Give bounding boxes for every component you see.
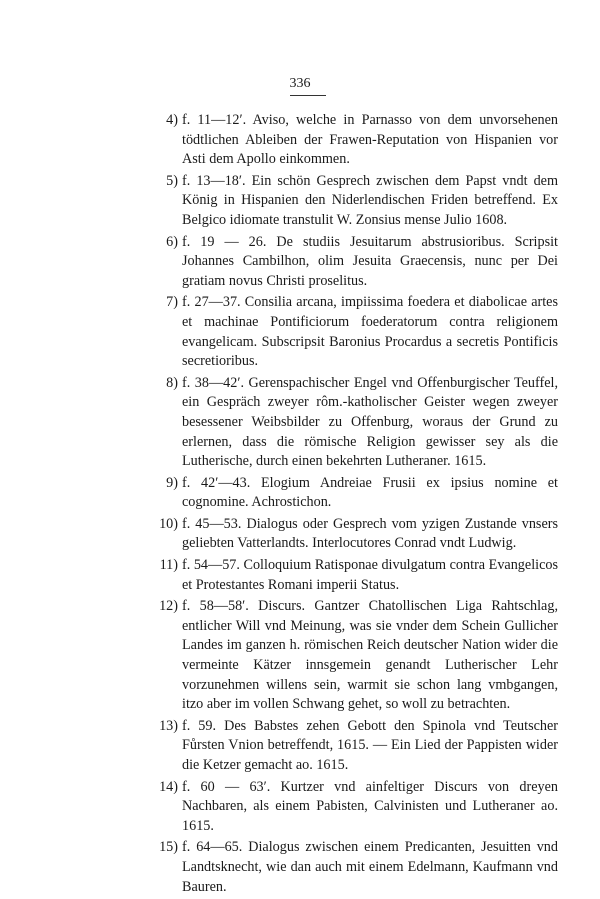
catalog-entry — [160, 374, 558, 472]
catalog-entry — [160, 111, 558, 170]
entry-number: 10) — [159, 515, 178, 532]
catalog-entry — [160, 233, 558, 292]
catalog-entry — [160, 515, 558, 554]
entry-text: f. 27—37. Consilia arcana, impiissima foedera et diabolicae artes et machinae Pontificiorum foederatorum contra religionem evangelicam. Subscripsit Baronius Procardus a secretis Pontificis secretioribus. — [182, 294, 558, 370]
entry-text: f. 13—18′. Ein schön Gesprech zwischen dem Papst vndt dem König in Hispanien den Niderlendischen Friden betreffend. Ex Belgico idiomate transtulit W. Zonsius mense Julio 1608. — [182, 172, 558, 228]
entry-number: 13) — [159, 717, 178, 734]
entry-text: f. 54—57. Colloquium Ratisponae divulgatum contra Evangelicos et Protestantes Romani imperii Status. — [182, 557, 558, 593]
page-number-rule — [290, 95, 326, 96]
entry-text: f. 19 — 26. De studiis Jesuitarum abstrusioribus. Scripsit Johannes Cambilhon, olim Jesuita Graecensis, nunc per Dei gratiam novus Christi proselitus. — [182, 233, 558, 289]
page-number: 336 — [289, 76, 311, 91]
catalog-entry — [160, 556, 558, 595]
entry-number: 6) — [166, 233, 178, 250]
entry-number: 4) — [166, 112, 178, 128]
catalog-entry — [160, 597, 558, 715]
catalog-entry — [160, 838, 558, 897]
entry-number: 11) — [159, 557, 178, 574]
entry-text: f. 59. Des Babstes zehen Gebott den Spinola vnd Teutscher Fůrsten Vnion betreffendt, 1615. — Ein Lied der Pappisten wider die Ketzer gemacht ao. 1615. — [182, 717, 558, 773]
entry-text: f. 11—12′. Aviso, welche in Parnasso von dem unvorsehenen tödtlichen Ableiben der Frawen-Reputation von Hispanien vor Asti dem Apollo einkommen. — [182, 112, 558, 168]
catalog-entry — [160, 293, 558, 371]
entry-text: f. 58—58′. Discurs. Gantzer Chatollischen Liga Rahtschlag, entlicher Will vnd Meinung, was sie vnder dem Schein Gullicher Landes im ganzen h. römischen Reich deutscher Nation wider die vermeinte Kätzer innsgemein genandt Lutherischer Lehr vorzunehmen willens sein, warmit sie schon lang vmbgangen, itzo aber im vollen Schwang gehet, so woll zu betrachten. — [182, 598, 558, 713]
entry-number: 14) — [159, 778, 178, 795]
catalog-entry-list — [160, 111, 558, 899]
entry-text: f. 60 — 63′. Kurtzer vnd ainfeltiger Discurs von dreyen Nachbaren, als einem Pabisten, Calvinisten und Lutheraner ao. 1615. — [182, 778, 558, 834]
catalog-entry — [160, 717, 558, 776]
entry-text: f. 42′—43. Elogium Andreiae Frusii ex ipsius nomine et cognomine. Achrostichon. — [182, 474, 558, 511]
entry-number: 15) — [159, 839, 178, 856]
entry-text: f. 38—42′. Gerenspachischer Engel vnd Offenburgischer Teuffel, ein Gespräch zweyer rôm.-katholischer Geister wegen zweyer besessener Weibsbilder zu Offenburg, woraus der Grund zu erlernen, dass die römische Religion gewisser sey als die Lutherische, durch einen bekehrten Lutheraner. 1615. — [182, 374, 558, 470]
entry-number: 8) — [166, 374, 178, 391]
catalog-entry — [160, 474, 558, 513]
entry-number: 12) — [159, 598, 178, 615]
catalog-entry — [160, 778, 558, 837]
entry-text: f. 64—65. Dialogus zwischen einem Predicanten, Jesuitten vnd Landtsknecht, wie dan auch mit einem Edelmann, Kaufmann vnd Bauren. — [182, 839, 558, 895]
entry-number: 7) — [166, 294, 178, 311]
catalog-entry — [160, 172, 558, 231]
entry-number: 5) — [166, 172, 178, 189]
entry-number: 9) — [166, 474, 178, 491]
entry-text: f. 45—53. Dialogus oder Gesprech vom yzigen Zustande vnsers geliebten Vatterlandts. Interlocutores Conrad vndt Ludwig. — [182, 515, 558, 552]
